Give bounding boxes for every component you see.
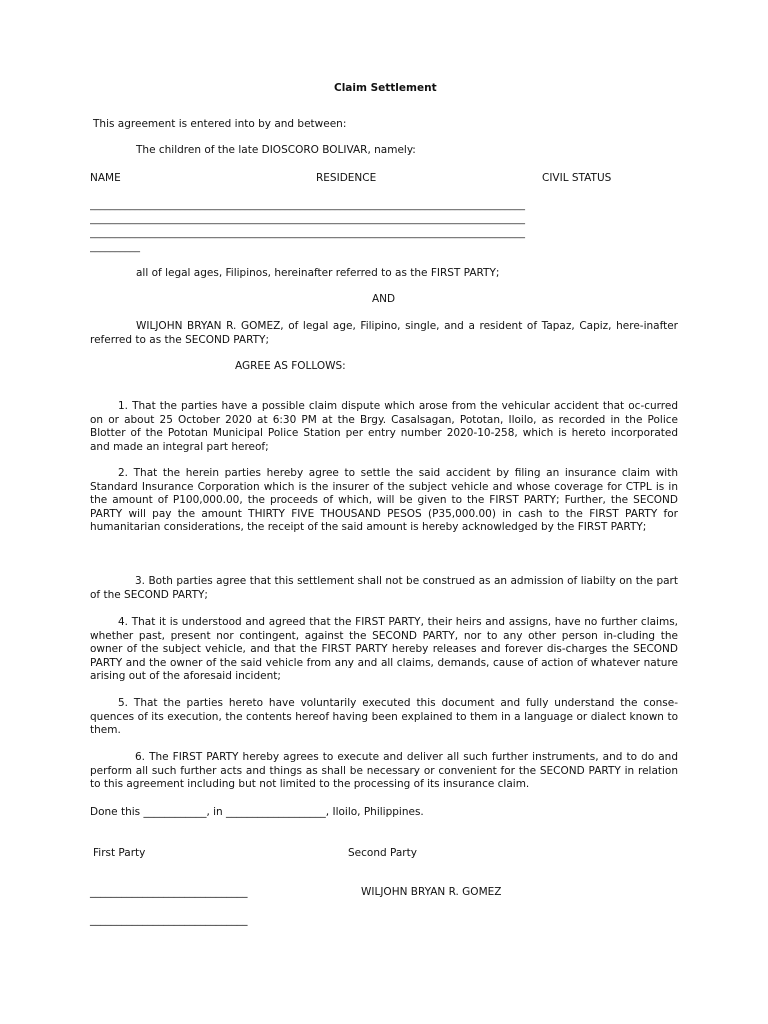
blank-line: __________ — [90, 242, 140, 253]
second-party-name: WILJOHN BRYAN R. GOMEZ — [361, 886, 502, 898]
second-party-definition: WILJOHN BRYAN R. GOMEZ, of legal age, Filipino, single, and a resident of Tapaz, Capiz, here-inafter referred to as the SECOND PARTY; — [90, 320, 678, 346]
document-title: Claim Settlement — [334, 82, 437, 94]
blank-line: _______________________________________________________________________________________ — [90, 228, 525, 239]
and-word: AND — [372, 293, 396, 305]
clause-3: 3. Both parties agree that this settlement shall not be construed as an admission of liabilty on the part of the SECOND PARTY; — [90, 575, 678, 601]
intro-text: This agreement is entered into by and between: — [93, 118, 347, 130]
blank-line: _______________________________________________________________________________________ — [90, 214, 525, 225]
column-residence-header: RESIDENCE — [316, 172, 377, 184]
clause-6: 6. The FIRST PARTY hereby agrees to execute and deliver all such further instruments, and to do and perform all such further acts and things as shall be necessary or convenient for the SECOND PARTY in relation to this agreement including but not limited to the processing of its insurance claim. — [90, 751, 678, 791]
agree-heading: AGREE AS FOLLOWS: — [235, 360, 346, 372]
clause-2: 2. That the herein parties hereby agree to settle the said accident by filing an insurance claim with Standard Insurance Corporation which is the insurer of the subject vehicle and whose coverage for CTPL is in the amount of P100,000.00, the proceeds of which, will be given to the FIRST PARTY; Further, the SECOND PARTY will pay the amount THIRTY FIVE THOUSAND PESOS (P35,000.00) in cash to the FIRST PARTY for humanitarian considerations, the receipt of the said amount is hereby acknowledged by the FIRST PARTY; — [90, 467, 678, 534]
blank-line: _______________________________________________________________________________________ — [90, 200, 525, 211]
first-party-definition: all of legal ages, Filipinos, hereinafter referred to as the FIRST PARTY; — [136, 267, 500, 279]
clause-1: 1. That the parties have a possible claim dispute which arose from the vehicular accident that oc-curred on or about 25 October 2020 at 6:30 PM at the Brgy. Casalsagan, Pototan, Iloilo, as recorded in the Police Blotter of the Pototan Municipal Police Station per entry number 2020-10-258, which is hereto incorporated and made an integral part hereof; — [90, 400, 678, 453]
column-civil-status-header: CIVIL STATUS — [542, 172, 612, 184]
first-party-signature-line: ______________________________ — [90, 886, 248, 898]
first-party-signature-line: ______________________________ — [90, 914, 248, 926]
first-party-label: First Party — [93, 847, 146, 859]
clause-4: 4. That it is understood and agreed that the FIRST PARTY, their heirs and assigns, have no further claims, whether past, present nor contingent, against the SECOND PARTY, nor to any other person in-cluding the owner of the subject vehicle, and that the FIRST PARTY hereby releases and forever dis-charges the SECOND PARTY and the owner of the said vehicle from any and all claims, demands, cause of action of whatever nature arising out of the aforesaid incident; — [90, 616, 678, 683]
column-name-header: NAME — [90, 172, 121, 184]
done-line: Done this ____________, in ___________________, Iloilo, Philippines. — [90, 806, 424, 818]
clause-5: 5. That the parties hereto have voluntarily executed this document and fully understand the conse-quences of its execution, the contents hereof having been explained to them in a language or dialect known to them. — [90, 697, 678, 737]
children-line: The children of the late DIOSCORO BOLIVAR, namely: — [136, 144, 416, 156]
second-party-label: Second Party — [348, 847, 417, 859]
